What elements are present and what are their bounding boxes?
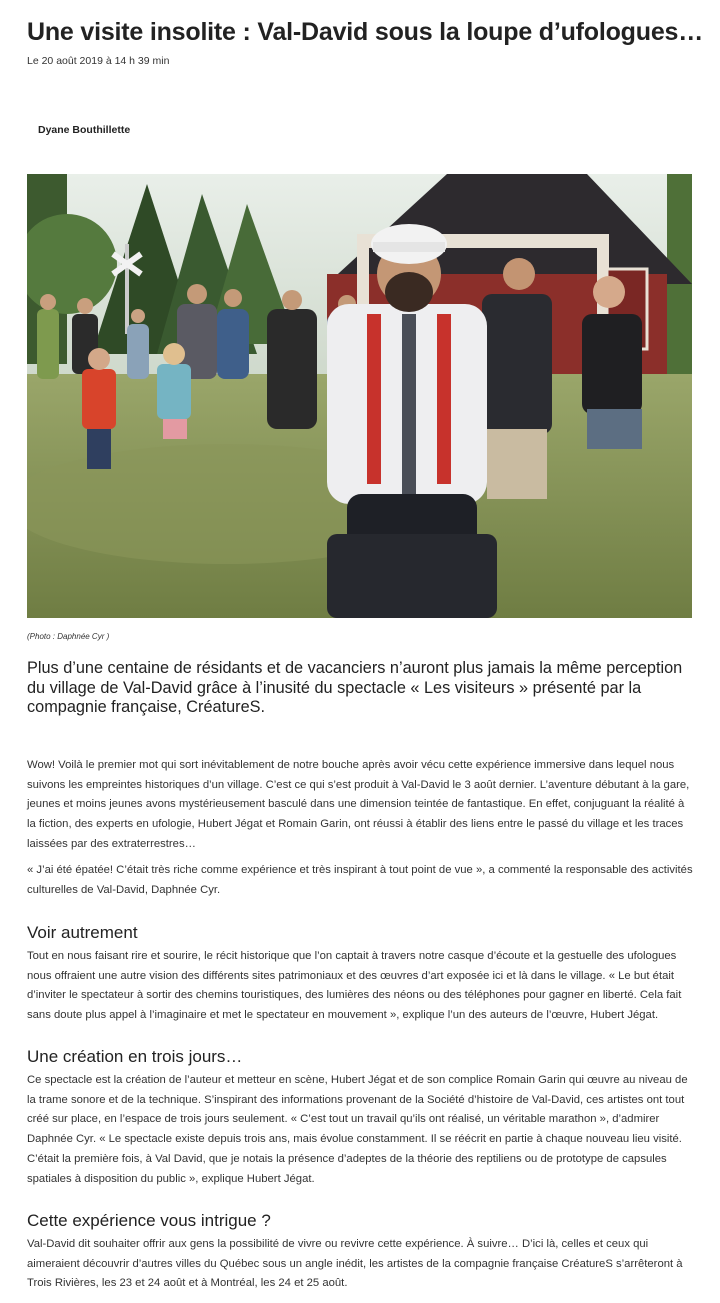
paragraph-1: Wow! Voilà le premier mot qui sort inévitablement de notre bouche après avoir vécu cette expérience immersive dans lequel nous suivons les empreintes historiques d’un village. C’est ce qui s’est produit à Val-David le 3 août dernier. L’aventure débutant à la gare, jeunes et moins jeunes avons mystérieusement basculé dans une dimension teintée de fantastique. En effet, conjuguant la réalité à la fiction, des experts en ufologie, Hubert Jégat et Romain Garin, ont réussi à établir des liens entre le passé du village et les traces laissées par des extraterrestres…	[27, 759, 690, 850]
heading-creation: Une création en trois jours…	[27, 1047, 243, 1066]
photo-illustration	[27, 174, 692, 618]
heading-intrigue: Cette expérience vous intrigue ?	[27, 1211, 271, 1230]
paragraph-3: Tout en nous faisant rire et sourire, le récit historique que l’on captait à travers notre casque d’écoute et la gestuelle des ufologues nous offraient une autre vision des différents sites patrimoniaux et des œuvres d’art exposée ici et là dans le village. « Le but était d’inviter le spectateur à sortir des chemins touristiques, des lumières des néons ou des téléphones pour gagner en liberté. Cela fait sans doute plus appel à l’imaginaire et met le spectateur en mouvement », explique l’un des auteurs de l’œuvre, Hubert Jégat.	[27, 950, 682, 1022]
article-title: Une visite insolite : Val-David sous la loupe d’ufologues…	[27, 18, 704, 46]
article-photo	[27, 174, 692, 618]
paragraph-2: « J’ai été épatée! C’était très riche comme expérience et très inspirant à tout point de vue », a commenté la responsable des activités culturelles de Val-David, Daphnée Cyr.	[27, 864, 693, 896]
paragraph-4: Ce spectacle est la création de l’auteur et metteur en scène, Hubert Jégat et de son complice Romain Garin qui œuvre au niveau de la trame sonore et de la technique. S’inspirant des informations provenant de la Société d’histoire de Val-David, ces artistes ont tout créé sur place, en l’espace de trois jours seulement. « C’est tout un travail qu’ils ont réalisé, un véritable marathon », d’admirer Daphnée Cyr. « Le spectacle existe depuis trois ans, mais évolue constamment. Il se réécrit en partie à chaque nouveau lieu visité. C’était la première fois, à Val David, que je notais la présence d’adeptes de la théorie des reptiliens ou de prototype de capsules spatiales à disposition du public », explique Hubert Jégat.	[27, 1074, 688, 1185]
article-author[interactable]: Dyane Bouthillette	[38, 124, 131, 136]
photo-caption: (Photo : Daphnée Cyr )	[27, 632, 110, 641]
heading-voir-autrement: Voir autrement	[27, 923, 138, 942]
paragraph-5: Val-David dit souhaiter offrir aux gens la possibilité de vivre ou revivre cette expérience. À suivre… D’ici là, celles et ceux qui aimeraient découvrir d’autres villes du Québec sous un angle inédit, les artistes de la compagnie française CréatureS s’arrêteront à Trois Rivières, les 23 et 24 août et à Montréal, les 24 et 25 août.	[27, 1238, 683, 1290]
article-date: Le 20 août 2019 à 14 h 39 min	[27, 55, 170, 67]
article-lead: Plus d’une centaine de résidants et de vacanciers n’auront plus jamais la même perception du village de Val-David grâce à l’inusité du spectacle « Les visiteurs » présenté par la compagnie française, CréatureS.	[27, 659, 683, 716]
